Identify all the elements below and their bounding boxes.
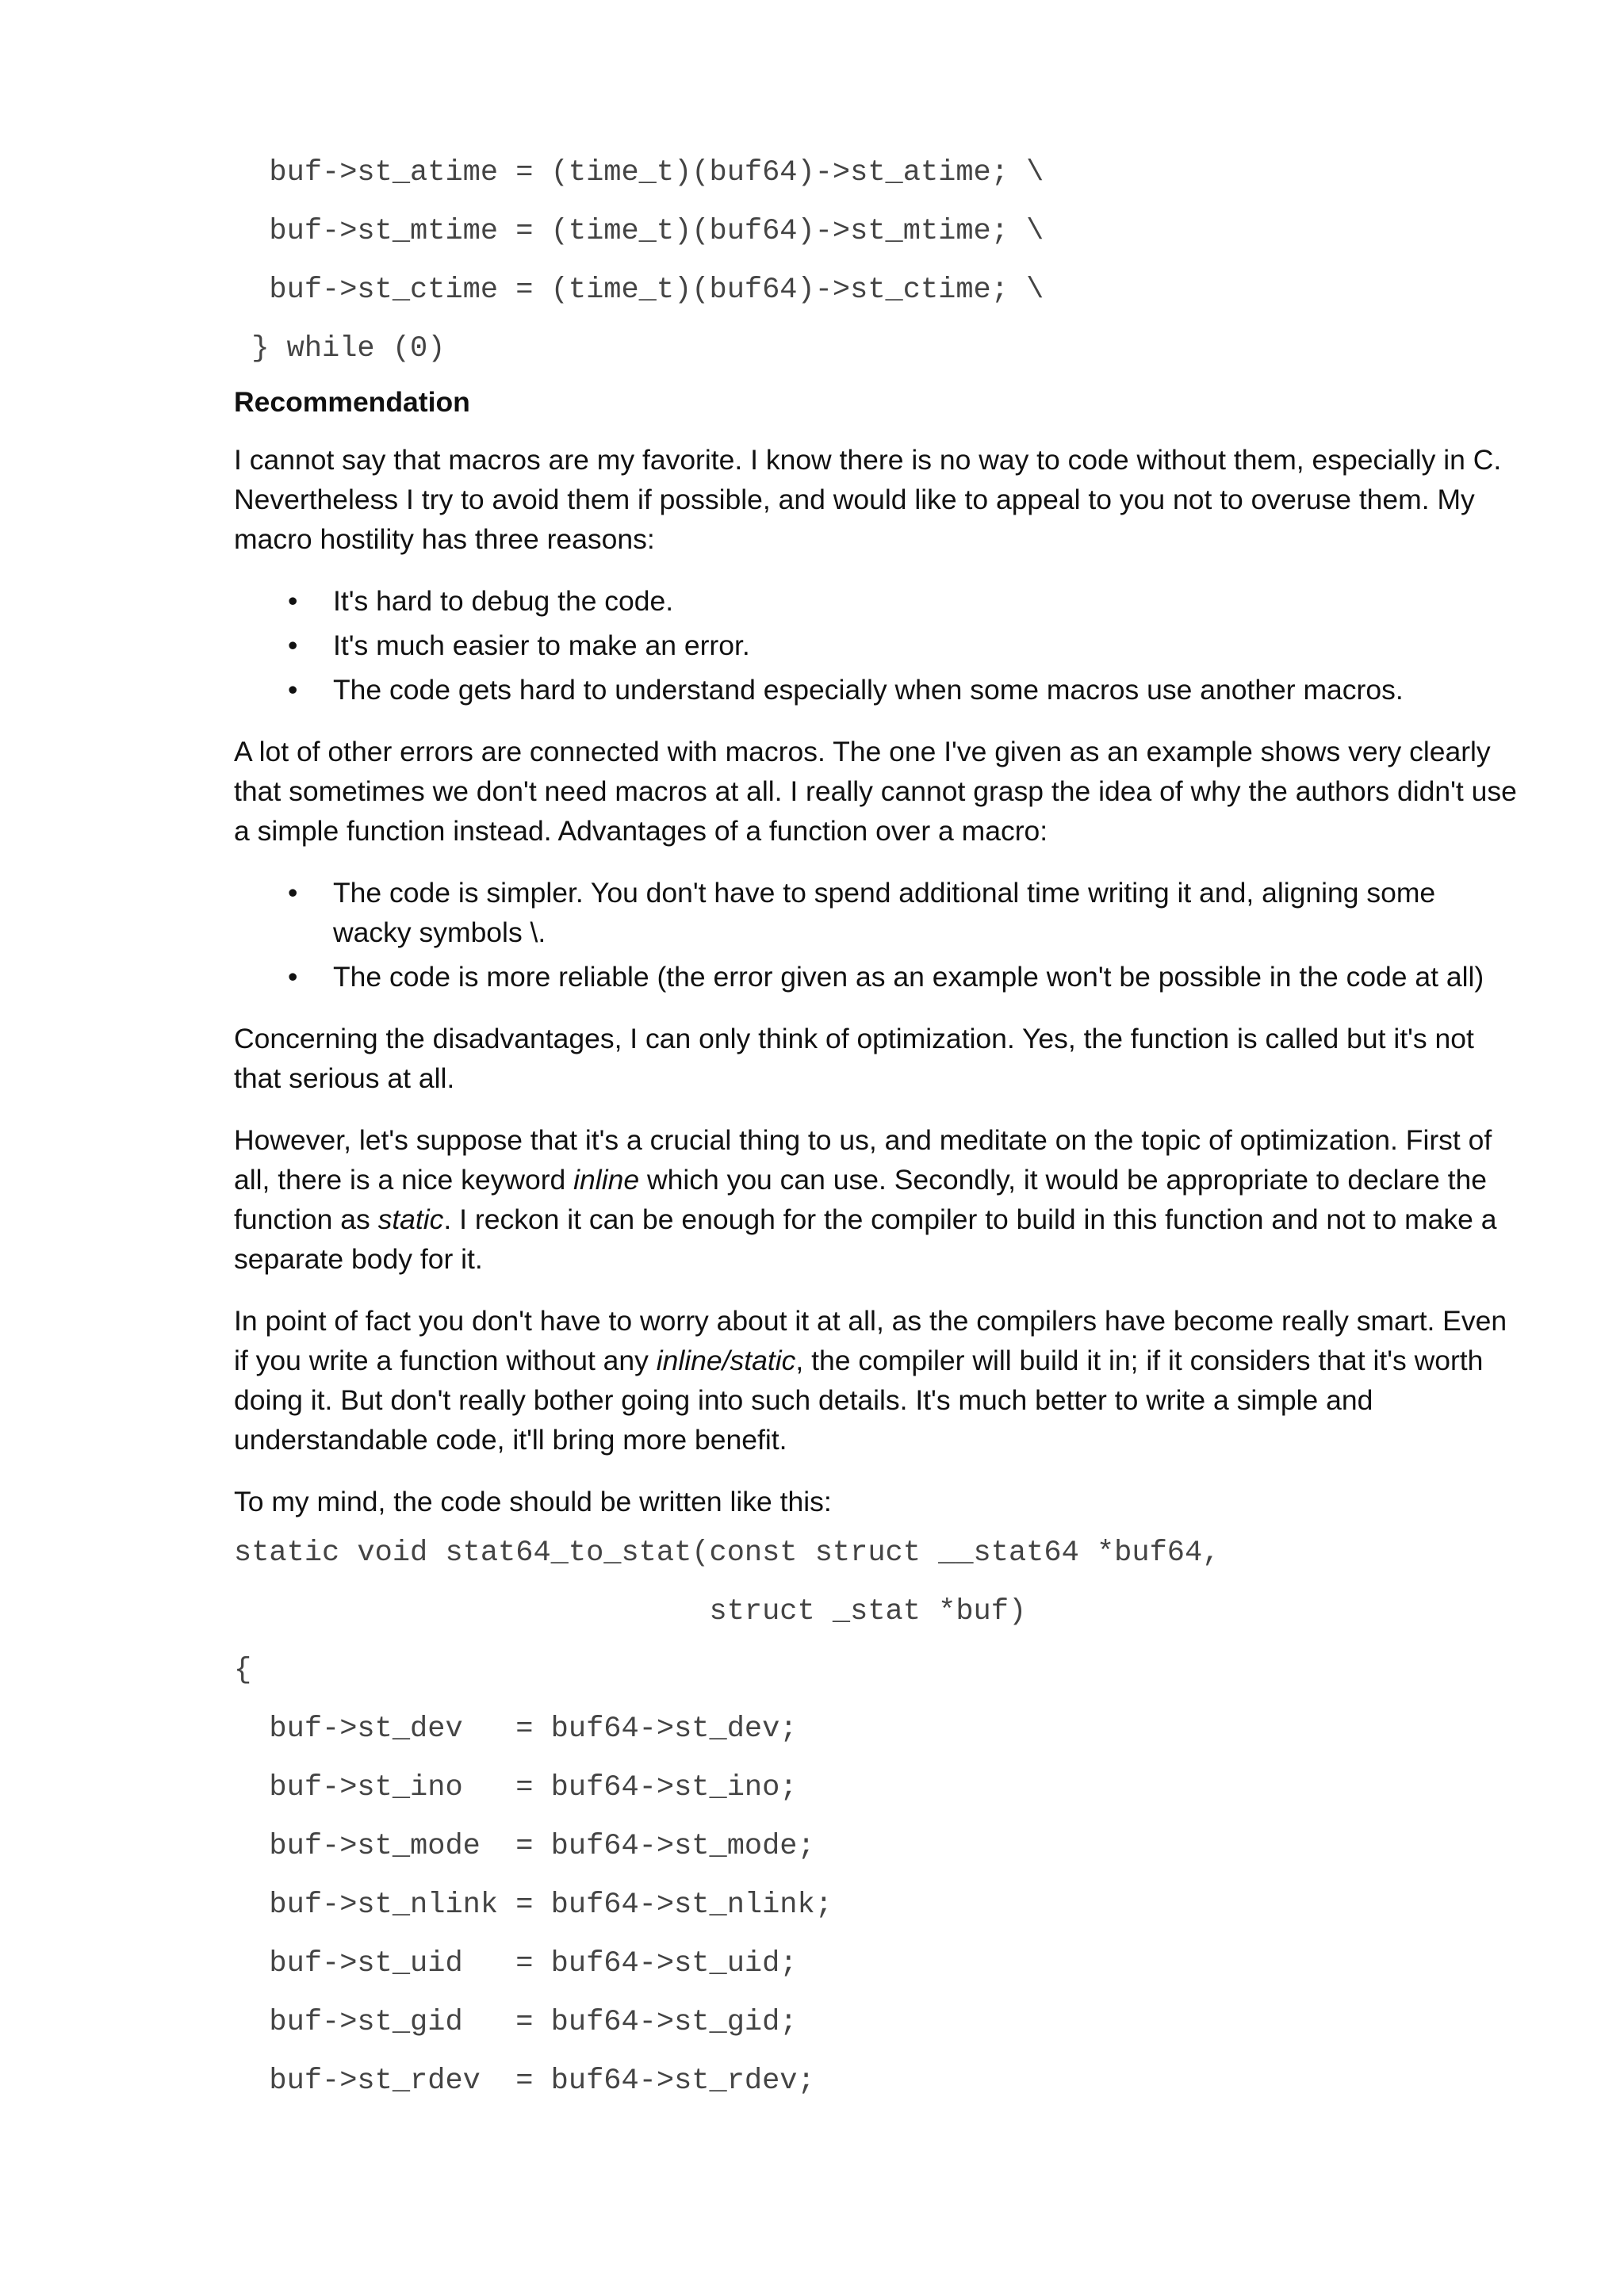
bullet-icon: • — [288, 629, 298, 661]
paragraph-disadvantages: Concerning the disadvantages, I can only think of optimization. Yes, the function is called but it's not that serious at all. — [234, 1023, 1474, 1094]
code-line: buf->st_nlink = buf64->st_nlink; — [234, 1888, 833, 1922]
bullet-icon: • — [288, 674, 298, 706]
code-line: buf->st_atime = (time_t)(buf64)->st_atime; \ — [234, 156, 1044, 189]
keyword-static: static — [377, 1203, 444, 1235]
paragraph-compilers — [234, 1301, 1519, 1460]
section-heading: Recommendation — [234, 386, 470, 418]
code-line: buf->st_mtime = (time_t)(buf64)->st_mtime; \ — [234, 215, 1044, 248]
bullet-icon: • — [288, 961, 298, 993]
list-item — [234, 670, 1519, 710]
code-line: buf->st_dev = buf64->st_dev; — [234, 1712, 798, 1746]
code-line: { — [234, 1654, 252, 1687]
page-content — [234, 149, 1519, 2116]
code-line: buf->st_gid = buf64->st_gid; — [234, 2006, 798, 2039]
code-line: buf->st_uid = buf64->st_uid; — [234, 1947, 798, 1980]
text-run: which you can use. Secondly, it would be appropriate to declare the function as — [234, 1164, 1488, 1235]
paragraph-macro-opinion: I cannot say that macros are my favorite. I know there is no way to code without them, especially in C. Nevertheless I try to avoid them if possible, and would like to appeal to you not to overuse them. My macro hostility has three reasons: — [234, 444, 1502, 555]
list-item — [234, 957, 1519, 997]
text-run: , the compiler will build it in; if it considers that it's worth doing it. But don't really bother going into such details. It's much better to write a simple and understandable code, it'll bring more benefit. — [234, 1345, 1484, 1456]
paragraph-macro-errors: A lot of other errors are connected with macros. The one I've given as an example shows very clearly that sometimes we don't need macros at all. I really cannot grasp the idea of why the authors didn't use a simple function instead. Advantages of a function over a macro: — [234, 736, 1517, 847]
paragraph-optimization — [234, 1120, 1519, 1279]
list-item — [234, 626, 1519, 665]
bullet-icon: • — [288, 877, 298, 909]
keyword-inline: inline — [573, 1164, 640, 1196]
list-item-text: It's much easier to make an error. — [333, 629, 750, 661]
paragraph-code-intro: To my mind, the code should be written like this: — [234, 1486, 832, 1517]
text-run: In point of fact you don't have to worry about it at all, as the compilers have become really smart. Even if you write a function without any — [234, 1305, 1507, 1376]
function-code-snippet — [234, 1529, 1519, 2116]
bullet-list-advantages — [234, 873, 1519, 997]
code-line: buf->st_mode = buf64->st_mode; — [234, 1830, 815, 1863]
code-line: buf->st_ctime = (time_t)(buf64)->st_ctime; \ — [234, 274, 1044, 307]
code-line: buf->st_rdev = buf64->st_rdev; — [234, 2064, 815, 2098]
text-run: However, let's suppose that it's a crucial thing to us, and meditate on the topic of optimization. First of all, there is a nice keyword — [234, 1124, 1492, 1196]
macro-code-snippet — [234, 149, 1519, 382]
code-line: struct _stat *buf) — [234, 1595, 1027, 1628]
bullet-list-reasons — [234, 581, 1519, 710]
keyword-inline-static: inline/static — [656, 1345, 796, 1376]
list-item-text: The code gets hard to understand especially when some macros use another macros. — [333, 674, 1404, 706]
list-item-text: The code is simpler. You don't have to spend additional time writing it and, aligning some wacky symbols \. — [333, 877, 1436, 948]
code-line: static void stat64_to_stat(const struct __stat64 *buf64, — [234, 1536, 1220, 1570]
text-run: . I reckon it can be enough for the compiler to build in this function and not to make a separate body for it. — [234, 1203, 1497, 1275]
bullet-icon: • — [288, 585, 298, 617]
code-line: buf->st_ino = buf64->st_ino; — [234, 1771, 798, 1804]
list-item — [234, 873, 1519, 952]
code-line: } while (0) — [234, 332, 446, 365]
list-item-text: It's hard to debug the code. — [333, 585, 674, 617]
list-item-text: The code is more reliable (the error given as an example won't be possible in the code at all) — [333, 961, 1484, 993]
list-item — [234, 581, 1519, 621]
